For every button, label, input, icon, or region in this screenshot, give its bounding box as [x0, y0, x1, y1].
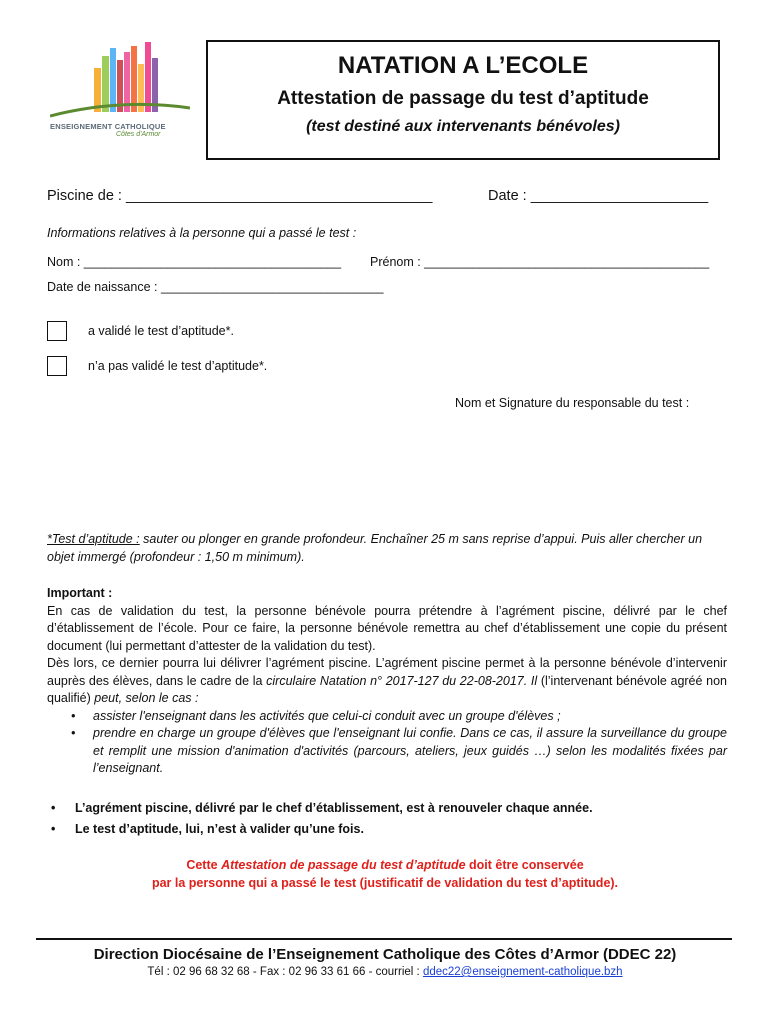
list-item [47, 821, 727, 839]
important-paragraph-2 [47, 655, 727, 708]
logo-subtext: Côtes d'Armor [116, 131, 161, 138]
notice-line-1 [0, 856, 770, 874]
footer-org: Direction Diocésaine de l’Enseignement Catholique des Côtes d’Armor (DDEC 22) [93, 946, 677, 963]
bullet-icon: • [71, 708, 76, 723]
list-item [47, 725, 727, 778]
important-paragraph-1: En cas de validation du test, la personne bénévole pourra prétendre à l’agrément piscine, délivré par le chef d’établissement de l’école. Pour ce faire, la personne bénévole remettra au chef d’établissement une copie du présent document (lui permettant d’attester de la validation du test). [47, 603, 727, 653]
important-section [47, 585, 727, 778]
bullet-icon: • [71, 726, 76, 740]
footer-divider [36, 938, 732, 940]
page-subtitle: Attestation de passage du test d’aptitude [277, 88, 649, 109]
signature-label: Nom et Signature du responsable du test : [455, 396, 690, 410]
piscine-field[interactable]: Piscine de : ______________________________________ [47, 188, 433, 204]
bullet-icon: • [51, 821, 56, 836]
notice-text: doit être conservée [465, 858, 584, 872]
list-item [47, 708, 727, 726]
bullet-text: assister l'enseignant dans les activités que celui-ci conduit avec un groupe d'élèves ; [93, 708, 561, 723]
invalid-label: n’a pas validé le test d’aptitude*. [88, 359, 268, 373]
conservation-notice [0, 856, 770, 892]
valid-checkbox[interactable] [47, 321, 67, 341]
prenom-field[interactable]: Prénom : _________________________________________ [370, 255, 710, 269]
info-heading: Informations relatives à la personne qui a passé le test : [47, 226, 357, 240]
p2-text: Dès lors, ce dernier pourra lui délivrer l’agrément piscine. L’agrément piscine permet à la personne bénévole d’intervenir auprès des élèves, dans le cadre de la [47, 656, 727, 688]
important-heading: Important : [47, 586, 113, 600]
notice-doc-name: Attestation de passage du test d’aptitude [221, 858, 466, 872]
title-box [206, 40, 720, 160]
nom-field[interactable]: Nom : _____________________________________ [47, 255, 342, 269]
notice-line-2: par la personne qui a passé le test (justificatif de validation du test d’aptitude). [151, 876, 619, 890]
notice-text: Cette [186, 858, 222, 872]
key-rules [47, 800, 727, 838]
bullet-text: Le test d’aptitude, lui, n’est à valider qu’une fois. [75, 821, 364, 836]
date-field[interactable]: Date : ______________________ [488, 188, 709, 204]
bullet-text: prendre en charge un groupe d'élèves que l'enseignant lui confie. Dans ce cas, il assure la surveillance du groupe et remplit une mission d'animation d'activités (parcours, ateliers, jeux guidés …) selon les modalités fixées par l’enseignant. [93, 726, 727, 775]
contact-text: Tél : 02 96 68 32 68 - Fax : 02 96 33 61 66 - courriel : [147, 966, 423, 978]
p2-text-3: peut, selon le cas : [94, 691, 199, 705]
email-link[interactable]: ddec22@enseignement-catholique.bzh [422, 966, 623, 978]
page-title: NATATION A L’ECOLE [337, 52, 589, 79]
birthdate-field[interactable]: Date de naissance : ________________________________ [47, 280, 384, 294]
footnote [47, 531, 727, 566]
footnote-text: sauter ou plonger en grande profondeur. Enchaîner 25 m sans reprise d’appui. Puis aller chercher un objet immergé (profondeur : 1,50 m minimum). [47, 532, 703, 564]
footer-contact [0, 966, 770, 978]
footnote-label: *Test d’aptitude : [47, 532, 140, 546]
list-item [47, 800, 727, 818]
logo-text: ENSEIGNEMENT CATHOLIQUE [50, 122, 166, 131]
bullet-icon: • [51, 801, 56, 815]
logo-bars-graphic [50, 38, 190, 122]
ddec-logo [50, 38, 190, 140]
invalid-checkbox[interactable] [47, 356, 67, 376]
circulaire-ref: circulaire Natation n° 2017-127 du 22-08-2017. Il [266, 673, 538, 688]
bullet-text: L’agrément piscine, délivré par le chef d’établissement, est à renouveler chaque année. [75, 801, 593, 815]
valid-label: a validé le test d’aptitude*. [88, 324, 234, 338]
p2-text-2: (l’intervenant bénévole agréé non qualifié) [47, 673, 727, 705]
page-note: (test destiné aux intervenants bénévoles) [306, 118, 620, 135]
